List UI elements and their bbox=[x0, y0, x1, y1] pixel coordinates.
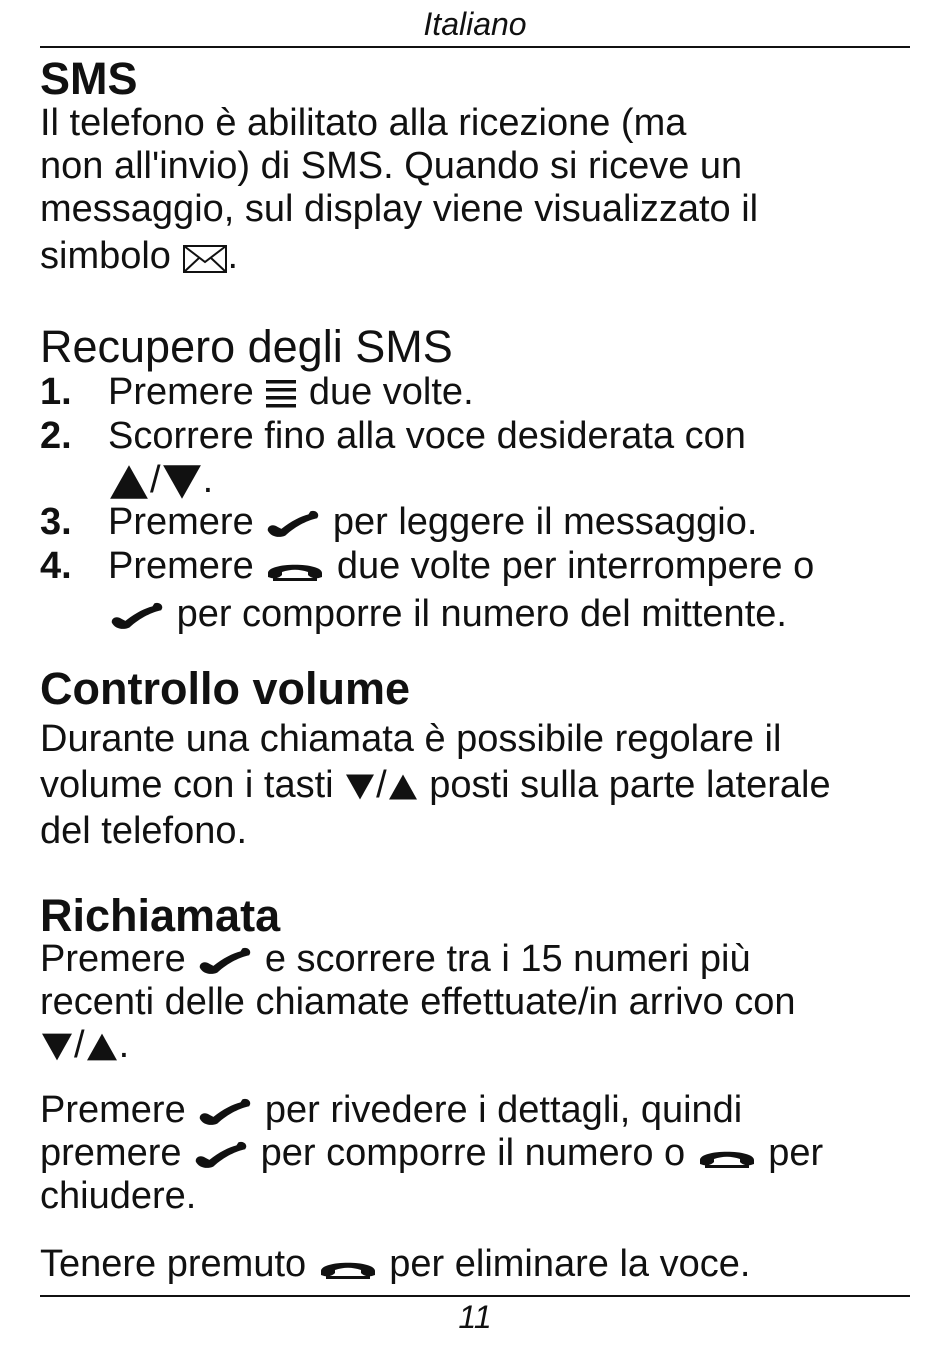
triangle-down-icon bbox=[161, 463, 203, 501]
step-2-number: 2. bbox=[40, 415, 72, 457]
step-4-continuation: per comporre il numero del mittente. bbox=[108, 592, 787, 636]
redial-paragraph-3 bbox=[40, 1243, 750, 1286]
redial-p2-line-3: chiudere. bbox=[40, 1175, 197, 1217]
redial-p1-line-1: Premere e scorrere tra i 15 numeri più bbox=[40, 938, 751, 980]
end-call-handset-icon bbox=[696, 1140, 758, 1170]
redial-paragraph-2 bbox=[40, 1089, 823, 1218]
end-call-handset-icon bbox=[264, 553, 326, 583]
header-rule bbox=[40, 46, 910, 48]
header-language: Italiano bbox=[423, 6, 527, 42]
volume-line-2: volume con i tasti / posti sulla parte laterale bbox=[40, 764, 831, 806]
step-4-text: Premere due volte per interrompere o bbox=[108, 545, 815, 587]
redial-p3-line: Tenere premuto per eliminare la voce. bbox=[40, 1243, 751, 1285]
sms-line-4: simbolo . bbox=[40, 235, 239, 277]
call-handset-icon bbox=[264, 509, 322, 539]
end-call-handset-icon bbox=[317, 1251, 379, 1281]
sms-line-2: non all'invio) di SMS. Quando si riceve un bbox=[40, 145, 743, 187]
triangle-up-icon bbox=[108, 463, 150, 501]
envelope-icon bbox=[182, 242, 228, 274]
redial-p2-line-2: premere per comporre il numero o per bbox=[40, 1132, 824, 1174]
triangle-up-icon bbox=[85, 1032, 119, 1062]
step-2-text: Scorrere fino alla voce desiderata con bbox=[108, 415, 746, 457]
volume-heading: Controllo volume bbox=[40, 663, 410, 714]
sms-heading: SMS bbox=[40, 53, 138, 104]
triangle-down-icon bbox=[40, 1032, 74, 1062]
triangle-up-icon bbox=[387, 773, 419, 801]
triangle-down-icon bbox=[344, 773, 376, 801]
sms-line-3: messaggio, sul display viene visualizzato il bbox=[40, 188, 759, 230]
redial-p2-line-1: Premere per rivedere i dettagli, quindi bbox=[40, 1089, 743, 1131]
menu-icon bbox=[264, 377, 298, 411]
step-1-text: Premere due volte. bbox=[108, 371, 474, 413]
call-handset-icon bbox=[196, 946, 254, 976]
retrieve-heading: Recupero degli SMS bbox=[40, 321, 453, 372]
sms-paragraph bbox=[40, 102, 758, 281]
redial-paragraph-1 bbox=[40, 938, 796, 1067]
volume-line-1: Durante una chiamata è possibile regolare il bbox=[40, 718, 782, 760]
manual-page bbox=[40, 0, 910, 1345]
volume-paragraph bbox=[40, 716, 831, 854]
volume-line-3: del telefono. bbox=[40, 810, 248, 852]
page-number: 11 bbox=[458, 1299, 492, 1335]
step-3-number: 3. bbox=[40, 501, 72, 543]
step-4-number: 4. bbox=[40, 545, 72, 587]
sms-line-1: Il telefono è abilitato alla ricezione (ma bbox=[40, 102, 687, 144]
call-handset-icon bbox=[196, 1097, 254, 1127]
redial-heading: Richiamata bbox=[40, 890, 281, 941]
step-1-number: 1. bbox=[40, 371, 72, 413]
redial-p1-line-3: / . bbox=[40, 1024, 796, 1067]
step-3-text: Premere per leggere il messaggio. bbox=[108, 501, 758, 543]
call-handset-icon bbox=[108, 601, 166, 631]
redial-p1-line-2: recenti delle chiamate effettuate/in arrivo con bbox=[40, 981, 796, 1023]
call-handset-icon bbox=[192, 1140, 250, 1170]
step-2-continuation: / . bbox=[108, 458, 213, 502]
